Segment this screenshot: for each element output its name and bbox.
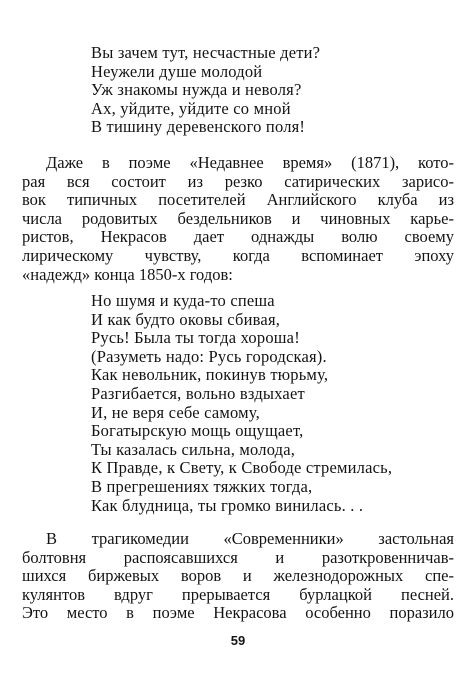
verse-line: Ах, уйдите, уйдите со мной bbox=[91, 98, 291, 118]
verse-line: К Правде, к Свету, к Свободе стремилась, bbox=[91, 458, 393, 478]
verse-line: Разгибается, вольно вздыхает bbox=[91, 383, 305, 403]
verse-stanza-2 bbox=[91, 292, 392, 515]
prose-paragraph-2 bbox=[22, 530, 454, 623]
verse-line: Ты казалась сильна, молода, bbox=[91, 439, 296, 459]
verse-line: (Разуметь надо: Русь городская). bbox=[91, 346, 327, 366]
prose-paragraph-1 bbox=[22, 154, 454, 284]
paragraph-line: ристов, Некрасов дает однажды волю своему bbox=[22, 227, 454, 247]
verse-line: И как будто оковы сбивая, bbox=[91, 309, 281, 329]
paragraph-line: Это место в поэме Некрасова особенно поразило bbox=[22, 603, 454, 623]
verse-line: В тишину деревенского поля! bbox=[91, 117, 306, 137]
verse-line: Как блудница, ты громко винилась. . . bbox=[91, 495, 364, 515]
paragraph-line: рая вся состоит из резко сатирических зарисо- bbox=[22, 171, 454, 191]
verse-line: Уж знакомы нужда и неволя? bbox=[91, 80, 302, 100]
verse-line: Богатырскую мощь ощущает, bbox=[91, 421, 304, 441]
paragraph-line: «надежд» конца 1850-х годов: bbox=[22, 264, 233, 284]
paragraph-line: вок типичных посетителей Английского клуба из bbox=[22, 190, 454, 210]
paragraph-line: В трагикомедии «Современники» застольная bbox=[46, 529, 454, 548]
paragraph-line: шихся биржевых воров и железнодорожных спе- bbox=[22, 566, 454, 586]
paragraph-line: лирическому чувству, когда вспоминает эпоху bbox=[22, 245, 454, 265]
verse-line: Русь! Была ты тогда хороша! bbox=[91, 328, 300, 348]
verse-line: Как невольник, покинув тюрьму, bbox=[91, 365, 329, 385]
paragraph-line: болтовня распоясавшихся и разоткровенничав- bbox=[22, 547, 454, 567]
verse-line: И, не веря себе самому, bbox=[91, 402, 260, 422]
page-number: 59 bbox=[230, 633, 246, 648]
verse-line: В прегрешениях тяжких тогда, bbox=[91, 476, 313, 496]
verse-stanza-1 bbox=[91, 44, 320, 137]
verse-line: Но шумя и куда-то спеша bbox=[91, 291, 275, 310]
paragraph-line: Даже в поэме «Недавнее время» (1871), кото- bbox=[46, 153, 454, 172]
paragraph-line: числа родовитых бездельников и чиновных карье- bbox=[22, 208, 454, 228]
paragraph-line: кулянтов вдруг прерывается бурлацкой песней. bbox=[22, 584, 454, 604]
verse-line: Вы зачем тут, несчастные дети? bbox=[91, 43, 321, 62]
verse-line: Неужели душе молодой bbox=[91, 61, 263, 81]
